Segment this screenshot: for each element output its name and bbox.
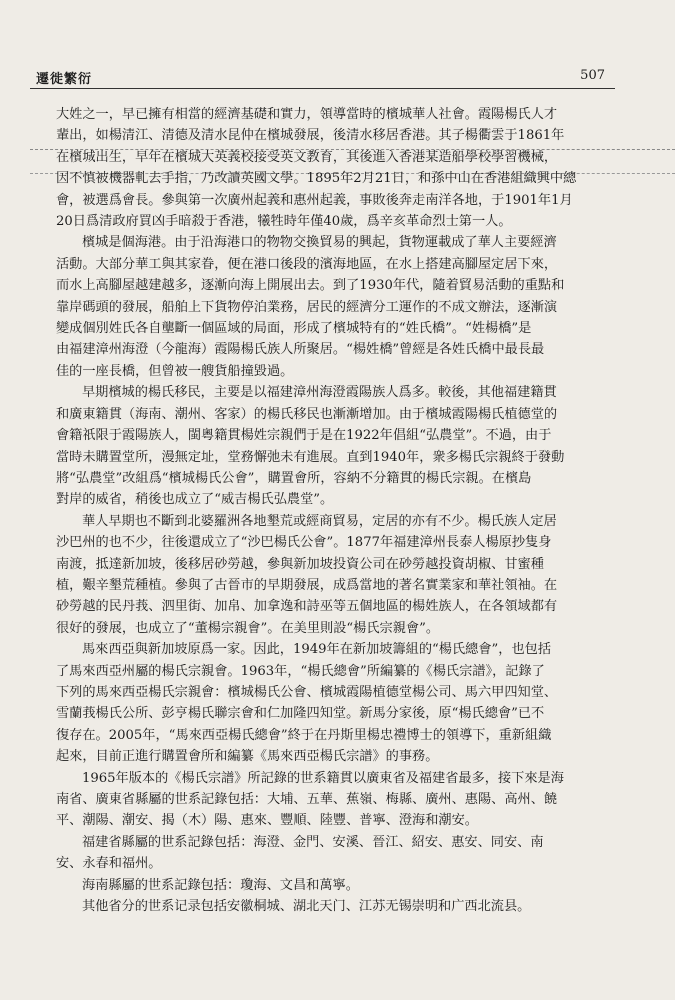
text-line: 沙巴州的也不少，往後還成立了“沙巴楊氏公會”。1877年福建漳州長泰人楊原抄隻身 <box>56 535 552 551</box>
text-line: 植，艱辛墾荒種植。參與了古晉市的早期發展，成爲當地的著名實業家和華社領袖。在 <box>56 577 558 593</box>
text-line: 對岸的威省，稍後也成立了“威吉楊氏弘農堂”。 <box>56 492 334 508</box>
paragraph <box>56 511 636 639</box>
text-line: 了馬來西亞州屬的楊氏宗親會。1963年，“楊氏總會”所編纂的《楊氏宗譜》，記錄了 <box>56 663 545 679</box>
text-line: 20日爲清政府買凶手暗殺于香港，犧牲時年僅40歲，爲辛亥革命烈士第一人。 <box>56 214 512 230</box>
text-line: 而水上高腳屋越建越多，逐漸向海上開展出去。到了1930年代，隨着貿易活動的重點和 <box>56 278 565 294</box>
text-line: 輩出，如楊清江、清德及清水昆仲在檳城發展，後清水移居香港。其子楊衢雲于1861年 <box>56 128 565 144</box>
paragraph <box>56 896 636 917</box>
text-line: 檳城是個海港。由于沿海港口的物物交換貿易的興起，貨物運載成了華人主要經濟 <box>82 235 557 251</box>
text-line: 活動。大部分華工與其家眷，便在港口後段的濱海地區，在水上搭建高腳屋定居下來， <box>56 256 558 272</box>
running-title: 遷徙繁衍 <box>36 72 93 87</box>
text-line: 和廣東籍貫（海南、潮州、客家）的楊氏移民也漸漸增加。由于檳城霞陽楊氏植德堂的 <box>56 406 558 422</box>
text-line: 起來，目前正進行購置會所和編纂《馬來西亞楊氏宗譜》的事務。 <box>56 749 439 765</box>
text-line: 早期檳城的楊氏移民，主要是以福建漳州海澄霞陽族人爲多。較後，其他福建籍貫 <box>82 385 557 401</box>
paragraph <box>56 768 636 832</box>
text-line: 南省、廣東省縣屬的世系記錄包括：大埔、五華、蕉嶺、梅縣、廣州、惠陽、高州、饒 <box>56 792 558 807</box>
text-line: 平、潮陽、潮安、揭（木）陽、惠來、豐順、陸豐、普寧、澄海和潮安。 <box>56 813 478 829</box>
paragraph <box>56 875 636 896</box>
body-text <box>56 104 636 917</box>
text-line: 會，被選爲會長。參與第一次廣州起義和惠州起義，事敗後奔走南洋各地，于1901年1月 <box>56 192 573 208</box>
text-line: 華人早期也不斷到北婆羅洲各地墾荒或經商貿易，定居的亦有不少。楊氏族人定居 <box>82 513 557 529</box>
text-line: 馬來西亞與新加坡原爲一家。因此，1949年在新加坡籌組的“楊氏總會”，也包括 <box>82 642 552 658</box>
text-line: 靠岸碼頭的發展，船舶上下貨物停泊業務，居民的經濟分工運作的不成文辦法，逐漸演 <box>56 299 558 315</box>
paragraph <box>56 832 636 875</box>
text-line: 會籍祇限于霞陽族人，閩粵籍貫楊姓宗親們于是在1922年倡組“弘農堂”。不過，由于 <box>56 428 552 444</box>
text-line: 變成個別姓氏各自壟斷一個區域的局面，形成了檳城特有的“姓氏橋”。“姓楊橋”是 <box>56 321 532 337</box>
text-line: 復存在。2005年，“馬來西亞楊氏總會”終于在丹斯里楊忠禮博士的領導下，重新組織 <box>56 727 552 743</box>
text-line: 安、永春和福州。 <box>56 856 162 872</box>
text-line: 在檳城出生，早年在檳城大英義校接受英文教育，其後進入香港某造船學校學習機械， <box>56 149 558 165</box>
paragraph <box>56 382 636 510</box>
text-line: 雪蘭莪楊氏公所、彭亨楊氏聯宗會和仁加隆四知堂。新馬分家後，原“楊氏總會”已不 <box>56 706 545 722</box>
text-line: 海南縣屬的世系記錄包括：瓊海、文昌和萬寧。 <box>82 877 359 893</box>
paragraph <box>56 104 636 232</box>
text-line: 佳的一座長橋，但曾被一艘貨船撞毀過。 <box>56 363 294 379</box>
page-number: 507 <box>580 68 605 83</box>
text-line: 由福建漳州海澄（今龍海）霞陽楊氏族人所聚居。“楊姓橋”曾經是各姓氏橋中最長最 <box>56 342 545 358</box>
paragraph <box>56 232 636 382</box>
paragraph <box>56 639 636 767</box>
text-line: 1965年版本的《楊氏宗譜》所記錄的世系籍貫以廣東省及福建省最多，接下來是海 <box>82 770 564 786</box>
text-line: 福建省縣屬的世系記錄包括：海澄、金門、安溪、晉江、紹安、惠安、同安、南 <box>82 834 544 850</box>
text-line: 大姓之一，早已擁有相當的經濟基礎和實力，領導當時的檳城華人社會。霞陽楊氏人才 <box>56 107 558 122</box>
text-line: 因不慎被機器軋去手指，乃改讀英國文學。1895年2月21日，和孫中山在香港組織興中總 <box>56 171 577 187</box>
header-rule <box>30 88 615 89</box>
text-line: 砂勞越的民丹莪、泗里街、加帛、加拿逸和詩巫等五個地區的楊姓族人，在各領域都有 <box>56 599 558 615</box>
text-line: 很好的發展，也成立了“董楊宗親會”。在美里則設“楊氏宗親會”。 <box>56 620 440 636</box>
text-line: 其他省分的世系记录包括安徽桐城、湖北天门、江苏无锡崇明和广西北流县。 <box>82 899 531 915</box>
text-line: 南渡，抵達新加坡，後移居砂勞越，參與新加坡投資公司在砂勞越投資胡椒、甘蜜種 <box>56 556 544 572</box>
text-line: 將“弘農堂”改組爲“檳城楊氏公會”，購置會所，容納不分籍貫的楊氏宗親。在檳島 <box>56 470 532 486</box>
text-line: 當時未購置堂所，漫無定址，堂務懈弛未有進展。直到1940年，衆多楊氏宗親終于發動 <box>56 449 565 465</box>
text-line: 下列的馬來西亞楊氏宗親會：檳城楊氏公會、檳城霞陽植德堂楊公司、馬六甲四知堂、 <box>56 684 558 700</box>
page-header <box>30 64 645 90</box>
